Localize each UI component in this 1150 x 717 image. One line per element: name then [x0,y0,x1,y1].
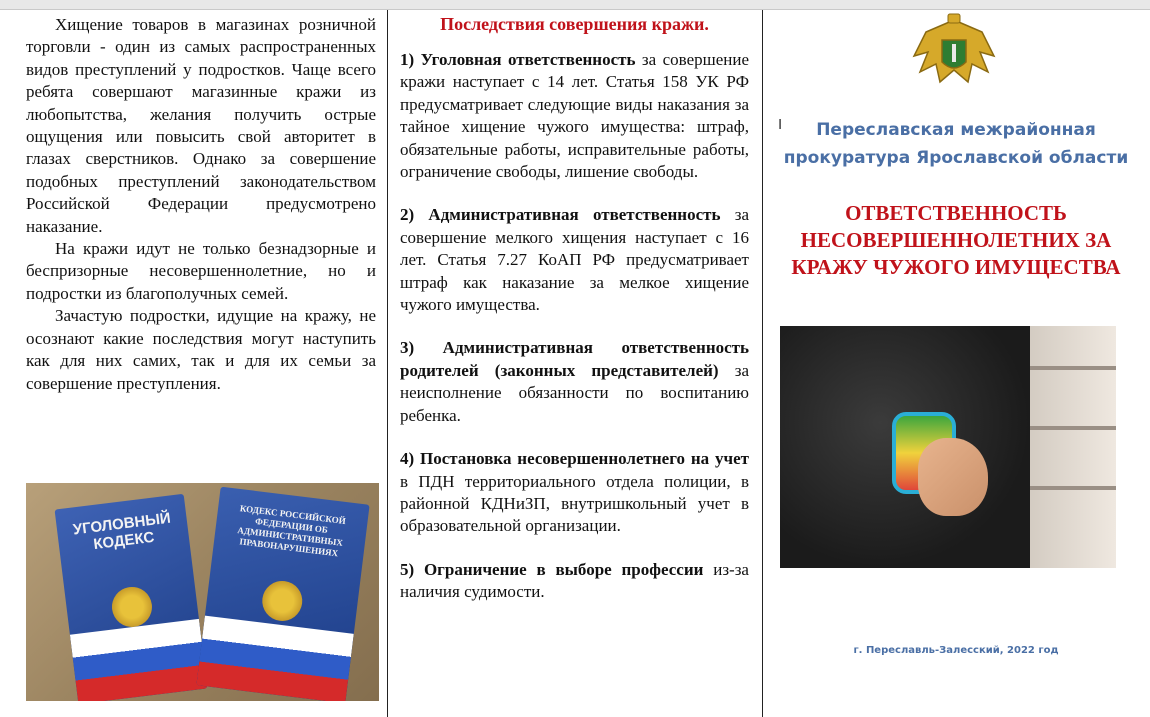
column-consequences [400,14,749,625]
consequence-item-5 [400,559,749,604]
codes-books-photo [26,483,379,701]
consequence-item-4 [400,448,749,538]
window-top-bar [0,0,1150,10]
consequence-item-2 [400,204,749,316]
column-divider-2 [762,10,763,717]
administrative-code-book [196,487,369,701]
footer-place-year: г. Переславль-Залесский, 2022 год [853,645,1059,656]
intro-paragraph-1: Хищение товаров в магазинах розничной торговли - один из самых распространенных видов преступлений у подростков. Чаще всего ребята совершают магазинные кражи из любопытства, желания получить острые ощущения или повысить свой авторитет в глазах сверстников. Однако за совершение подобных преступлений законодательством Российской Федерации предусмотрено наказание. [26,15,376,236]
intro-paragraph-2: На кражи идут не только безнадзорные и беспризорные несовершеннолетние, но и подростки из благополучных семей. [26,239,376,303]
consequence-item-1-text: за совершение кражи наступает с 14 лет. Статья 158 УК РФ предусматривает следующие виды наказания за тайное хищение чужого имущества: штраф, обязательные работы, исправительные работы, ограничение свободы, лишение свободы. [400,50,749,182]
organization-name: Переславская межрайонная прокуратура Ярославской области [783,120,1129,168]
criminal-code-title: УГОЛОВНЫЙ КОДЕКС [71,509,172,554]
prosecutor-emblem-icon [906,12,1002,98]
hand [918,438,988,516]
flag-stripes [196,616,353,701]
consequence-item-5-text: из-за наличия судимости. [400,559,749,602]
eagle-emblem-icon [110,585,155,630]
column-divider-1 [387,10,388,717]
consequence-item-4-text: в ПДН территориального отдела полиции, в районной КДНиЗП, внутришкольный учет в образовательной организации. [400,471,749,536]
consequence-item-3-text: за неисполнение обязанности по воспитанию ребенка. [400,360,750,425]
eagle-emblem-icon [260,579,305,624]
consequence-item-2-heading: 2) Административная ответственность [400,205,721,225]
administrative-code-title: КОДЕКС РОССИЙСКОЙ ФЕДЕРАЦИИ ОБ АДМИНИСТРАТИВНЫХ ПРАВОНАРУШЕНИЯХ [236,503,347,559]
consequence-item-2-text: за совершение мелкого хищения наступает с 16 лет. Статья 7.27 КоАП РФ предусматривает штраф как наказание за мелкое хищение чужого имущества. [400,205,749,315]
stray-mark: I [778,116,783,133]
leaflet-headline: ОТВЕТСТВЕННОСТЬ НЕСОВЕРШЕННОЛЕТНИХ ЗА КРАЖУ ЧУЖОГО ИМУЩЕСТВА [791,201,1121,279]
consequence-item-3 [400,337,749,427]
shoplifting-photo [780,326,1116,568]
column-intro [26,14,376,395]
consequence-item-3-heading: 3) Административная ответственность родителей (законных представителей) [400,338,749,380]
consequence-item-4-heading: 4) Постановка несовершеннолетнего на учет [400,449,749,469]
consequences-title: Последствия совершения кражи. [440,14,709,34]
consequence-item-5-heading: 5) Ограничение в выборе профессии [400,559,704,579]
intro-paragraph-3: Зачастую подростки, идущие на кражу, не осознают какие последствия могут наступить как для них самих, так и для их семьи за совершение преступления. [26,306,376,393]
consequence-item-1 [400,49,749,183]
consequence-item-1-heading: 1) Уголовная ответственность [400,50,636,69]
flag-stripes [70,619,208,701]
criminal-code-book [55,494,208,701]
